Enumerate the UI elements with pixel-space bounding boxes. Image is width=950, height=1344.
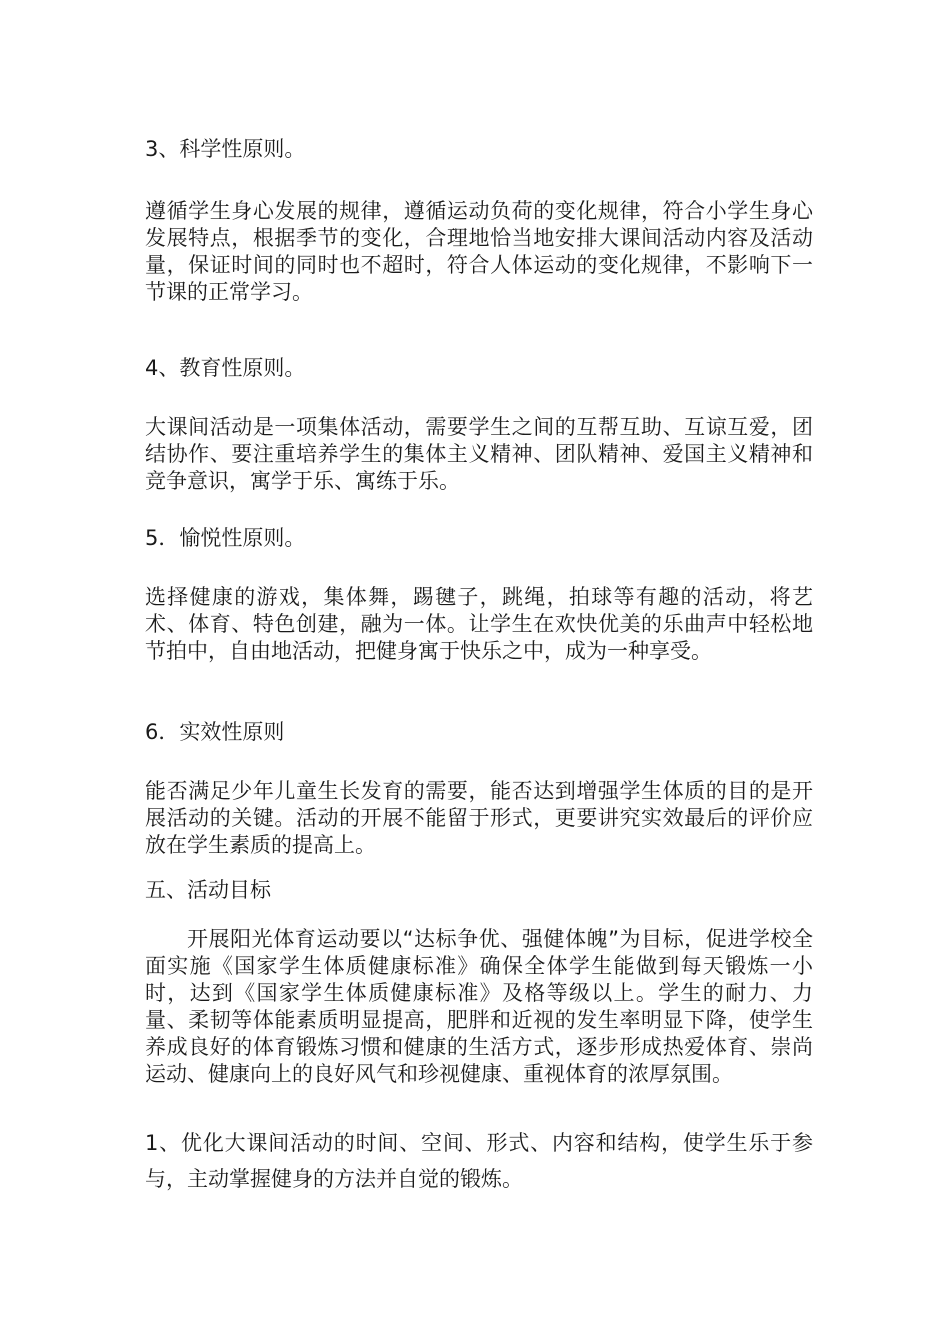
section-heading-5: 5．愉悦性原则。: [145, 526, 306, 550]
section-heading-6: 6．实效性原则: [145, 720, 285, 744]
section-heading-3: 3、科学性原则。: [145, 137, 306, 161]
goals-heading: 五、活动目标: [145, 878, 271, 902]
section-body-3: 遵循学生身心发展的规律，遵循运动负荷的变化规律，符合小学生身心发展特点，根据季节的变化，合理地恰当地安排大课间活动内容及活动量，保证时间的同时也不超时，符合人体运动的变化规律，不影响下一节课的正常学习。: [145, 199, 813, 304]
section-heading-4: 4、教育性原则。: [145, 356, 306, 380]
section-body-6: 能否满足少年儿童生长发育的需要，能否达到增强学生体质的目的是开展活动的关键。活动的开展不能留于形式，更要讲究实效最后的评价应放在学生素质的提高上。: [145, 779, 813, 857]
goals-intro: 开展阳光体育运动要以“达标争优、强健体魄”为目标，促进学校全面实施《国家学生体质健康标准》确保全体学生能做到每天锻炼一小时，达到《国家学生体质健康标准》及格等级以上。学生的耐力、力量、柔韧等体能素质明显提高，肥胖和近视的发生率明显下降，使学生养成良好的体育锻炼习惯和健康的生活方式，逐步形成热爱体育、崇尚运动、健康向上的良好风气和珍视健康、重视体育的浓厚氛围。: [145, 927, 813, 1086]
section-body-5: 选择健康的游戏，集体舞，踢毽子，跳绳，拍球等有趣的活动，将艺术、体育、特色创建，融为一体。让学生在欢快优美的乐曲声中轻松地节拍中，自由地活动，把健身寓于快乐之中，成为一种享受。: [145, 585, 813, 663]
goals-item-1: 1、优化大课间活动的时间、空间、形式、内容和结构，使学生乐于参与，主动掌握健身的方法并自觉的锻炼。: [145, 1131, 813, 1191]
section-body-4: 大课间活动是一项集体活动，需要学生之间的互帮互助、互谅互爱，团结协作、要注重培养学生的集体主义精神、团队精神、爱国主义精神和竞争意识，寓学于乐、寓练于乐。: [145, 415, 813, 493]
